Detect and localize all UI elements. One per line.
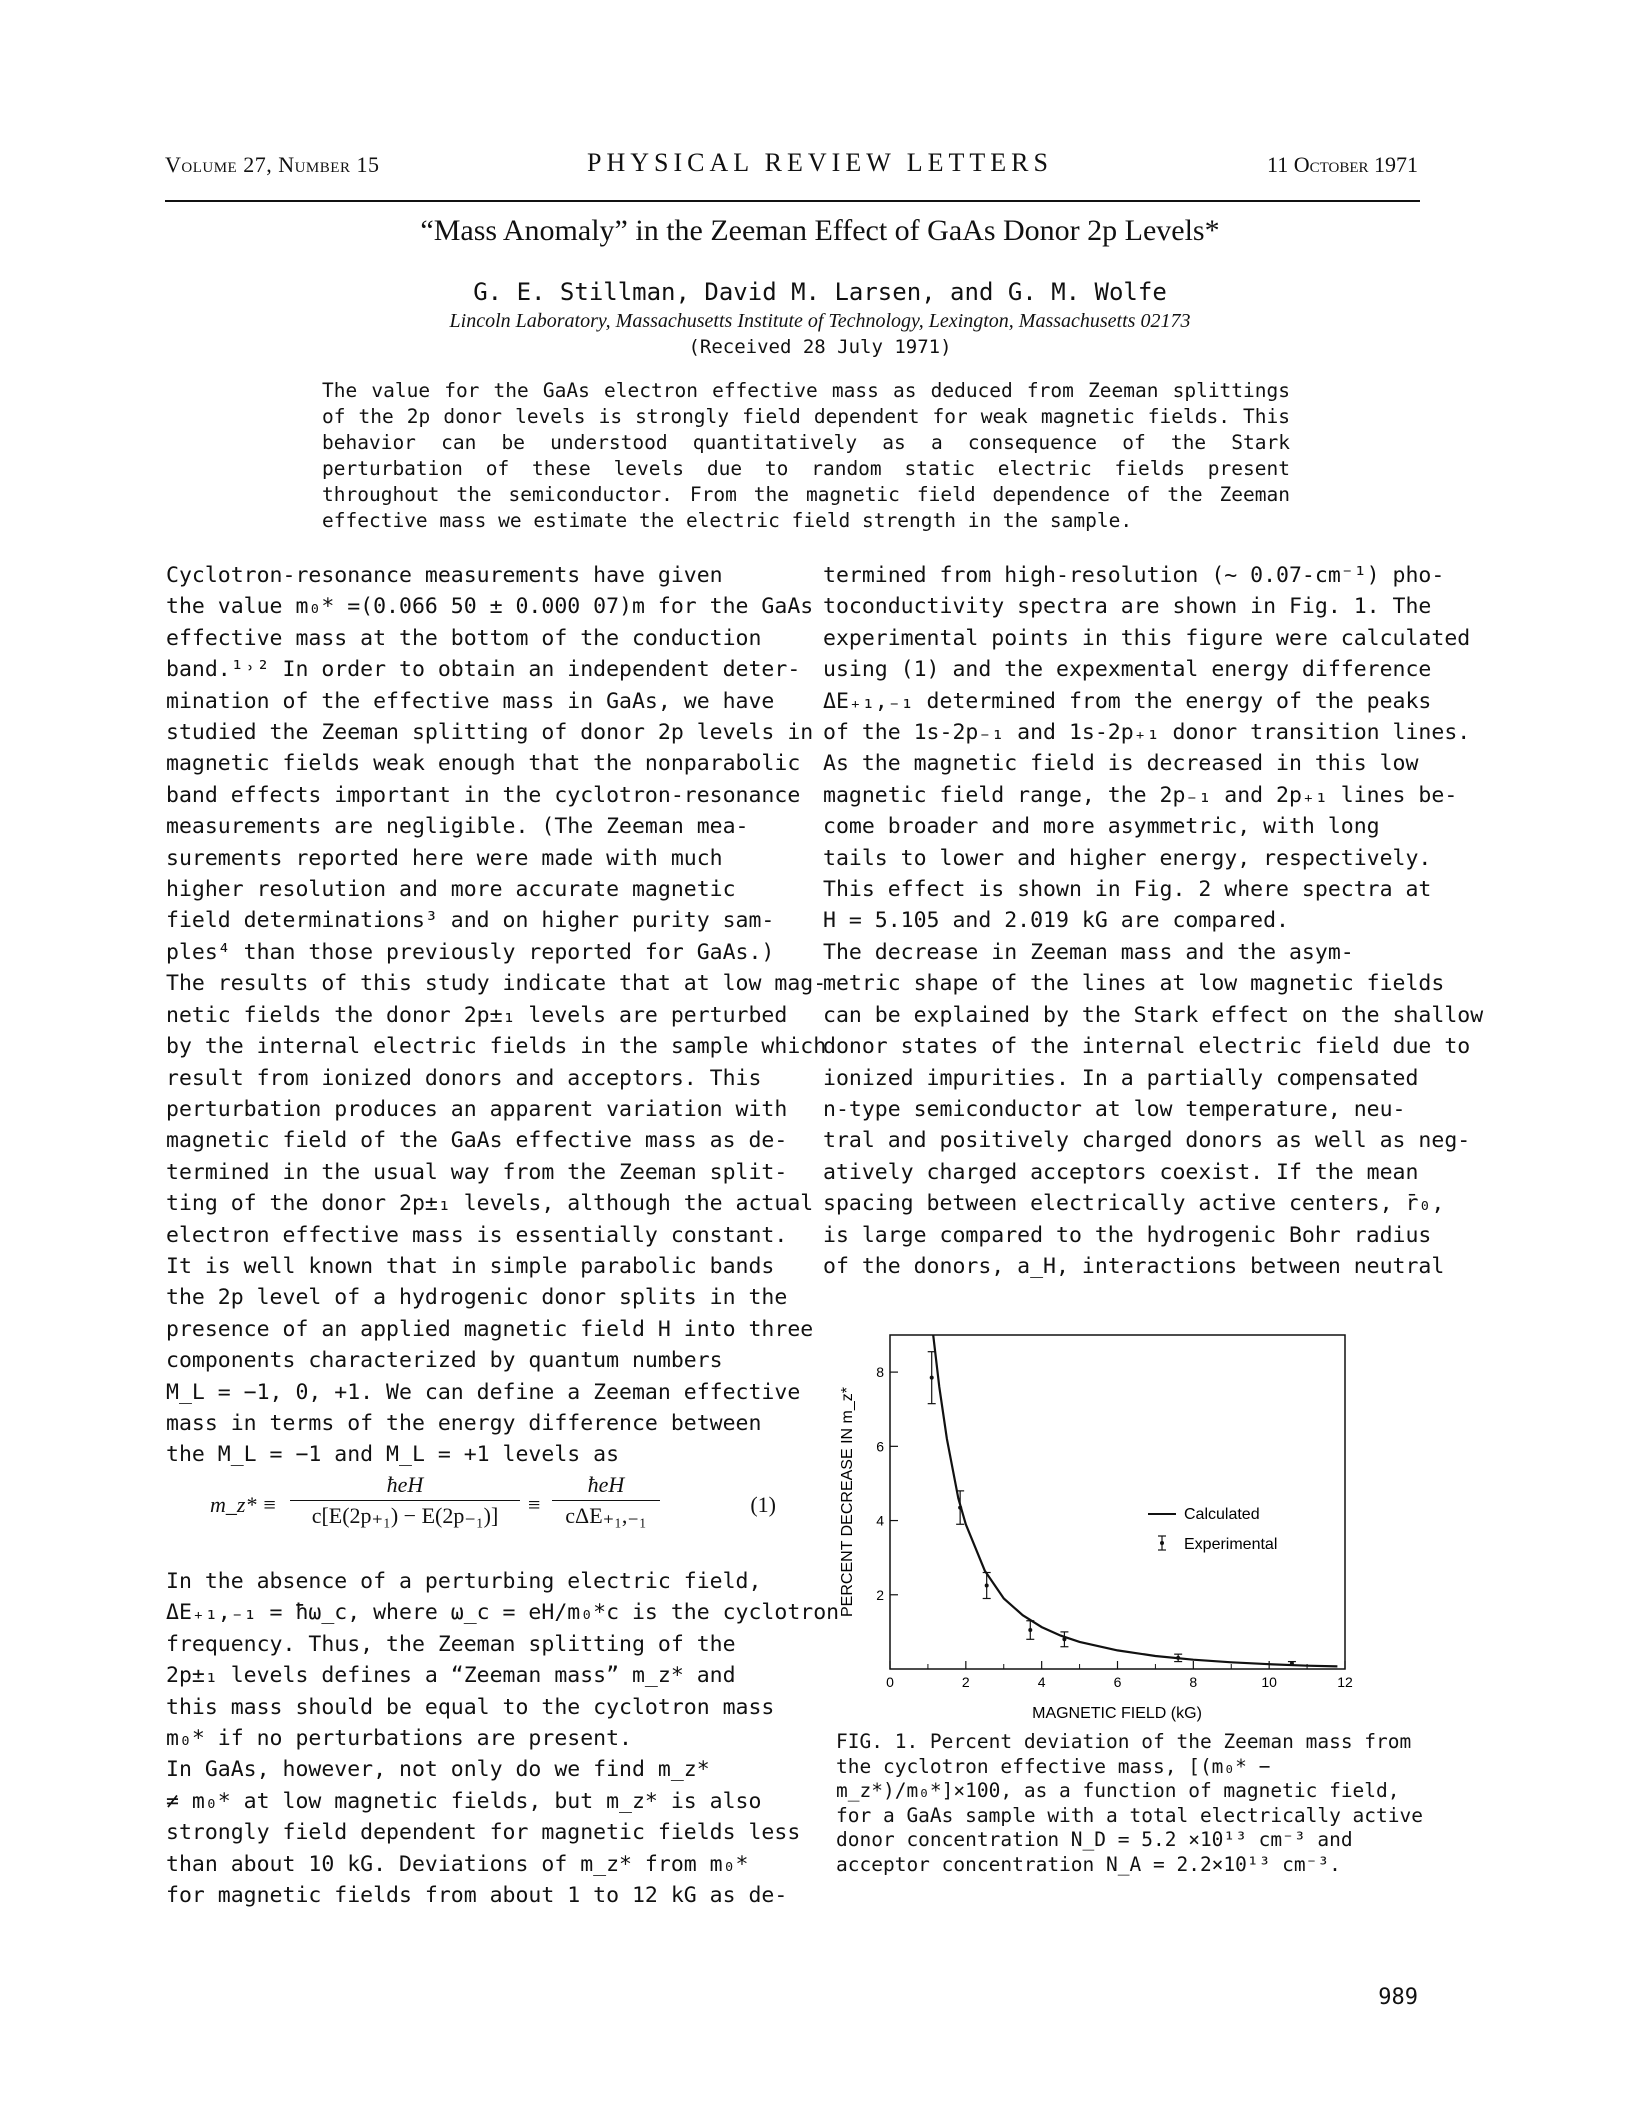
experimental-point bbox=[1026, 1621, 1034, 1640]
received-date: (Received 28 July 1971) bbox=[688, 336, 952, 358]
equation-identity: ≡ bbox=[528, 1492, 541, 1517]
article-title: “Mass Anomaly” in the Zeeman Effect of GaAs Donor 2p Levels* bbox=[420, 214, 1220, 247]
text-line: magnetic fields weak enough that the nonparabolic bbox=[166, 751, 801, 777]
left-column bbox=[166, 560, 827, 1471]
text-line: is large compared to the hydrogenic Bohr radius bbox=[823, 1222, 1432, 1248]
header-rule bbox=[165, 200, 1420, 202]
y-tick-label: 2 bbox=[876, 1586, 884, 1603]
text-line: frequency. Thus, the Zeeman splitting of the bbox=[166, 1631, 736, 1657]
text-line: higher resolution and more accurate magnetic bbox=[166, 877, 736, 903]
x-tick-label: 6 bbox=[1113, 1674, 1122, 1690]
text-line: donor states of the internal electric field due to bbox=[823, 1034, 1471, 1060]
equation-number: (1) bbox=[750, 1492, 776, 1517]
text-line: metric shape of the lines at low magnetic fields bbox=[823, 971, 1445, 997]
experimental-point bbox=[1288, 1661, 1296, 1665]
text-line: strongly field dependent for magnetic fields less bbox=[166, 1820, 801, 1846]
equation-numerator: ħeH bbox=[587, 1472, 625, 1497]
x-tick-label: 8 bbox=[1189, 1674, 1198, 1690]
text-line: this mass should be equal to the cyclotron mass bbox=[166, 1694, 775, 1720]
text-line: using (1) and the expexmental energy difference bbox=[823, 657, 1432, 683]
text-line: the 2p level of a hydrogenic donor splits in the bbox=[166, 1285, 788, 1311]
series-lines bbox=[933, 1335, 1337, 1666]
y-axis-ticks bbox=[876, 1364, 898, 1603]
text-line: M_L = −1, 0, +1. We can define a Zeeman effective bbox=[166, 1379, 801, 1405]
y-axis-label: PERCENT DECREASE IN m_z* bbox=[839, 1387, 856, 1617]
text-line: The decrease in Zeeman mass and the asym- bbox=[823, 939, 1354, 965]
text-line: by the internal electric fields in the sample which bbox=[166, 1034, 827, 1060]
text-line: ≠ m₀* at low magnetic fields, but m_z* is also bbox=[166, 1788, 762, 1814]
affiliation: Lincoln Laboratory, Massachusetts Institute of Technology, Lexington, Massachusetts 02173 bbox=[449, 310, 1191, 332]
text-line: termined in the usual way from the Zeeman split- bbox=[166, 1159, 788, 1185]
text-line: In GaAs, however, not only do we find m_z* bbox=[166, 1757, 710, 1783]
figure-1-caption: FIG. 1. Percent deviation of the Zeeman mass from the cyclotron effective mass, [(m₀* − m_z*)/m₀*]×100, as a function of magnetic field, for a GaAs sample with a total electrically active donor concentration N_D = 5.2 ×10¹³ cm⁻³ and acceptor concentration N_A = 2.2×10¹³ cm⁻³. bbox=[836, 1730, 1423, 1876]
y-tick-label: 8 bbox=[876, 1364, 884, 1381]
equation-denominator: c[E(2p₊₁) − E(2p₋₁)] bbox=[311, 1503, 499, 1528]
text-line: experimental points in this figure were calculated bbox=[823, 625, 1471, 651]
text-line: termined from high-resolution (~ 0.07-cm⁻¹) pho- bbox=[823, 563, 1445, 588]
calculated-curve bbox=[933, 1335, 1337, 1666]
text-line: field determinations³ and on higher purity sam- bbox=[166, 908, 775, 934]
text-line: The results of this study indicate that at low mag- bbox=[166, 971, 827, 997]
x-tick-label: 0 bbox=[886, 1674, 894, 1690]
text-line: perturbation produces an apparent variation with bbox=[166, 1096, 788, 1122]
text-line: electron effective mass is essentially constant. bbox=[166, 1222, 788, 1248]
legend-errorbar-experimental bbox=[1158, 1536, 1166, 1550]
text-line: come broader and more asymmetric, with long bbox=[823, 814, 1380, 840]
y-tick-label: 4 bbox=[876, 1512, 884, 1529]
equation-denominator: cΔE₊₁,₋₁ bbox=[565, 1503, 647, 1528]
running-head-date: 11 October 1971 bbox=[1267, 152, 1418, 177]
text-line: mass in terms of the energy difference between bbox=[166, 1410, 762, 1436]
experimental-point bbox=[1060, 1632, 1068, 1647]
text-line: presence of an applied magnetic field H into three bbox=[166, 1316, 814, 1342]
text-line: tails to lower and higher energy, respectively. bbox=[823, 845, 1432, 871]
text-line: netic fields the donor 2p±₁ levels are perturbed bbox=[166, 1002, 788, 1028]
abstract: The value for the GaAs electron effective mass as deduced from Zeeman splittings of the 2p donor levels is strongly field dependent for weak magnetic fields. This behavior can be understood quantitatively as a consequence of the Stark perturbation of these levels due to random static electric fields present throughout the semiconductor. From the magnetic field dependence of the Zeeman effective mass we estimate the electric field strength in the sample. bbox=[322, 379, 1290, 532]
text-line: 2p±₁ levels defines a “Zeeman mass” m_z* and bbox=[166, 1663, 736, 1689]
text-line: of the 1s-2p₋₁ and 1s-2p₊₁ donor transition lines. bbox=[823, 720, 1471, 746]
text-line: Cyclotron-resonance measurements have given bbox=[166, 563, 723, 588]
text-line: band effects important in the cyclotron-resonance bbox=[166, 782, 801, 808]
equation-fraction-1 bbox=[290, 1472, 520, 1529]
text-line: can be explained by the Stark effect on the shallow bbox=[823, 1002, 1484, 1028]
text-line: components characterized by quantum numbers bbox=[166, 1348, 723, 1374]
text-line: n-type semiconductor at low temperature, neu- bbox=[823, 1096, 1406, 1122]
running-head-volume: Volume 27, Number 15 bbox=[165, 152, 380, 177]
text-line: studied the Zeeman splitting of donor 2p levels in bbox=[166, 720, 814, 746]
text-line: atively charged acceptors coexist. If the mean bbox=[823, 1159, 1419, 1185]
text-line: This effect is shown in Fig. 2 where spectra at bbox=[823, 877, 1432, 903]
equation-lhs: m_z* ≡ bbox=[210, 1492, 277, 1517]
x-tick-label: 12 bbox=[1337, 1674, 1353, 1690]
x-tick-label: 4 bbox=[1037, 1674, 1046, 1690]
text-line: for magnetic fields from about 1 to 12 kG as de- bbox=[166, 1883, 788, 1909]
text-line: As the magnetic field is decreased in this low bbox=[823, 751, 1419, 777]
running-head-journal: PHYSICAL REVIEW LETTERS bbox=[587, 148, 1053, 177]
x-axis-label: MAGNETIC FIELD (kG) bbox=[1032, 1705, 1202, 1722]
text-line: mination of the effective mass in GaAs, we have bbox=[166, 688, 775, 714]
text-line: In the absence of a perturbing electric field, bbox=[166, 1569, 762, 1594]
y-tick-label: 6 bbox=[876, 1438, 884, 1455]
text-line: effective mass at the bottom of the conduction bbox=[166, 625, 762, 651]
text-line: m₀* if no perturbations are present. bbox=[166, 1726, 632, 1752]
text-line: ting of the donor 2p±₁ levels, although the actual bbox=[166, 1191, 814, 1217]
author-list: G. E. Stillman, David M. Larsen, and G. M. Wolfe bbox=[473, 278, 1167, 306]
text-line: the M_L = −1 and M_L = +1 levels as bbox=[166, 1442, 620, 1468]
equation-fraction-2 bbox=[552, 1472, 660, 1529]
text-line: magnetic field of the GaAs effective mass as de- bbox=[166, 1128, 788, 1154]
experimental-point bbox=[928, 1352, 936, 1404]
figure-1-chart bbox=[830, 1325, 1370, 1725]
page-number: 989 bbox=[1378, 1985, 1418, 2010]
equation-numerator: ħeH bbox=[386, 1472, 424, 1497]
right-column bbox=[823, 560, 1484, 1282]
text-line: band.¹˒² In order to obtain an independent deter- bbox=[166, 657, 801, 683]
text-line: toconductivity spectra are shown in Fig. 1. The bbox=[823, 594, 1432, 620]
text-line: ples⁴ than those previously reported for GaAs.) bbox=[166, 939, 775, 965]
text-line: surements reported here were made with much bbox=[166, 845, 723, 871]
text-line: result from ionized donors and acceptors. This bbox=[166, 1065, 762, 1091]
text-line: H = 5.105 and 2.019 kG are compared. bbox=[823, 908, 1289, 934]
text-line: magnetic field range, the 2p₋₁ and 2p₊₁ lines be- bbox=[823, 782, 1458, 808]
fraction-bar bbox=[290, 1500, 520, 1501]
text-line: spacing between electrically active centers, r̄₀, bbox=[823, 1191, 1445, 1217]
x-tick-label: 10 bbox=[1261, 1674, 1277, 1690]
x-tick-label: 2 bbox=[961, 1674, 970, 1690]
text-line: measurements are negligible. (The Zeeman mea- bbox=[166, 814, 749, 840]
text-line: ionized impurities. In a partially compensated bbox=[823, 1065, 1419, 1091]
text-line: ΔE₊₁,₋₁ = ħω_c, where ω_c = eH/m₀*c is the cyclotron bbox=[166, 1600, 840, 1626]
legend bbox=[1148, 1506, 1277, 1553]
equation-1 bbox=[210, 1472, 776, 1542]
text-line: the value m₀* =(0.066 50 ± 0.000 07)m for the GaAs bbox=[166, 594, 814, 620]
left-column-continued bbox=[166, 1566, 839, 1911]
text-line: than about 10 kG. Deviations of m_z* from m₀* bbox=[166, 1851, 749, 1877]
fraction-bar bbox=[552, 1500, 660, 1501]
text-line: tral and positively charged donors as well as neg- bbox=[823, 1128, 1471, 1154]
legend-label-experimental: Experimental bbox=[1184, 1536, 1278, 1553]
text-line: of the donors, a_H, interactions between neutral bbox=[823, 1253, 1445, 1279]
text-line: It is well known that in simple parabolic bands bbox=[166, 1253, 775, 1279]
text-line: ΔE₊₁,₋₁ determined from the energy of the peaks bbox=[823, 688, 1432, 714]
legend-label-calculated: Calculated bbox=[1184, 1506, 1260, 1523]
